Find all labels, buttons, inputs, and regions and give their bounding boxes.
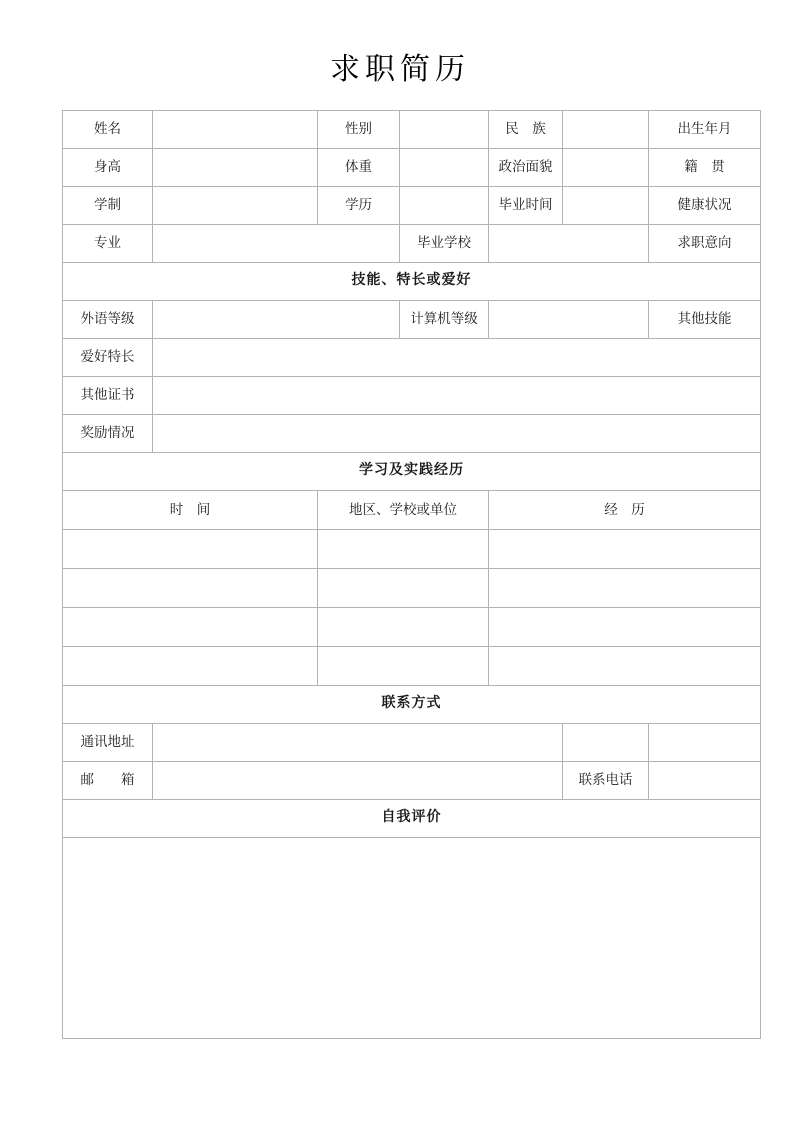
column-header-experience: 经 历 xyxy=(489,491,761,530)
table-row xyxy=(63,762,761,800)
field-label-schooling-system: 学制 xyxy=(63,187,153,225)
field-label-weight: 体重 xyxy=(318,149,400,187)
experience-cell-time[interactable] xyxy=(63,647,318,686)
table-row xyxy=(63,724,761,762)
experience-cell-experience[interactable] xyxy=(489,530,761,569)
table-row xyxy=(63,301,761,339)
field-label-gender: 性别 xyxy=(318,111,400,149)
field-label-native-place: 籍 贯 xyxy=(649,149,761,187)
field-value-schooling-system[interactable] xyxy=(153,187,318,225)
field-value-political-status[interactable] xyxy=(563,149,649,187)
field-value-email[interactable] xyxy=(153,762,563,800)
field-label-education: 学历 xyxy=(318,187,400,225)
section-header-experience: 学习及实践经历 xyxy=(63,453,761,491)
table-row xyxy=(63,263,761,301)
table-row xyxy=(63,647,761,686)
table-row xyxy=(63,686,761,724)
experience-cell-time[interactable] xyxy=(63,608,318,647)
field-label-birthdate: 出生年月 xyxy=(649,111,761,149)
field-value-computer-level[interactable] xyxy=(489,301,649,339)
field-value-gender[interactable] xyxy=(400,111,489,149)
field-value-height[interactable] xyxy=(153,149,318,187)
experience-cell-experience[interactable] xyxy=(489,647,761,686)
field-label-job-objective: 求职意向 xyxy=(649,225,761,263)
field-label-phone: 联系电话 xyxy=(563,762,649,800)
field-value-other-certificates[interactable] xyxy=(153,377,761,415)
experience-cell-organization[interactable] xyxy=(318,530,489,569)
table-row xyxy=(63,491,761,530)
table-row xyxy=(63,800,761,838)
experience-cell-organization[interactable] xyxy=(318,569,489,608)
field-label-computer-level: 计算机等级 xyxy=(400,301,489,339)
field-value-graduation-time[interactable] xyxy=(563,187,649,225)
field-label-ethnicity: 民 族 xyxy=(489,111,563,149)
experience-cell-time[interactable] xyxy=(63,569,318,608)
section-header-self-evaluation: 自我评价 xyxy=(63,800,761,838)
field-value-mailing-address[interactable] xyxy=(153,724,563,762)
table-row xyxy=(63,569,761,608)
experience-cell-experience[interactable] xyxy=(489,569,761,608)
field-value-major[interactable] xyxy=(153,225,400,263)
field-label-political-status: 政治面貌 xyxy=(489,149,563,187)
table-row xyxy=(63,530,761,569)
field-label-health: 健康状况 xyxy=(649,187,761,225)
field-value-foreign-language-level[interactable] xyxy=(153,301,400,339)
field-label-contact-extra xyxy=(563,724,649,762)
column-header-time: 时 间 xyxy=(63,491,318,530)
experience-cell-time[interactable] xyxy=(63,530,318,569)
field-value-phone[interactable] xyxy=(649,762,761,800)
field-value-graduate-school[interactable] xyxy=(489,225,649,263)
field-value-education[interactable] xyxy=(400,187,489,225)
table-row xyxy=(63,149,761,187)
field-label-mailing-address: 通讯地址 xyxy=(63,724,153,762)
field-label-graduation-time: 毕业时间 xyxy=(489,187,563,225)
field-label-awards: 奖励情况 xyxy=(63,415,153,453)
field-value-ethnicity[interactable] xyxy=(563,111,649,149)
field-value-name[interactable] xyxy=(153,111,318,149)
field-label-hobbies: 爱好特长 xyxy=(63,339,153,377)
page-title: 求职简历 xyxy=(330,53,470,86)
self-evaluation-textarea[interactable] xyxy=(63,838,761,1039)
experience-cell-experience[interactable] xyxy=(489,608,761,647)
table-row xyxy=(63,415,761,453)
field-value-hobbies[interactable] xyxy=(153,339,761,377)
field-label-height: 身高 xyxy=(63,149,153,187)
field-label-name: 姓名 xyxy=(63,111,153,149)
table-row xyxy=(63,111,761,149)
field-label-major: 专业 xyxy=(63,225,153,263)
field-label-other-skills: 其他技能 xyxy=(649,301,761,339)
table-row xyxy=(63,608,761,647)
field-label-other-certificates: 其他证书 xyxy=(63,377,153,415)
section-header-contact: 联系方式 xyxy=(63,686,761,724)
experience-cell-organization[interactable] xyxy=(318,647,489,686)
field-label-graduate-school: 毕业学校 xyxy=(400,225,489,263)
table-row xyxy=(63,187,761,225)
resume-table xyxy=(62,110,761,1039)
table-row xyxy=(63,838,761,1039)
field-label-email: 邮 箱 xyxy=(63,762,153,800)
table-row xyxy=(63,377,761,415)
experience-cell-organization[interactable] xyxy=(318,608,489,647)
column-header-organization: 地区、学校或单位 xyxy=(318,491,489,530)
section-header-skills: 技能、特长或爱好 xyxy=(63,263,761,301)
table-row xyxy=(63,339,761,377)
field-label-foreign-language-level: 外语等级 xyxy=(63,301,153,339)
field-value-weight[interactable] xyxy=(400,149,489,187)
field-value-contact-extra[interactable] xyxy=(649,724,761,762)
table-row xyxy=(63,225,761,263)
table-row xyxy=(63,453,761,491)
field-value-awards[interactable] xyxy=(153,415,761,453)
